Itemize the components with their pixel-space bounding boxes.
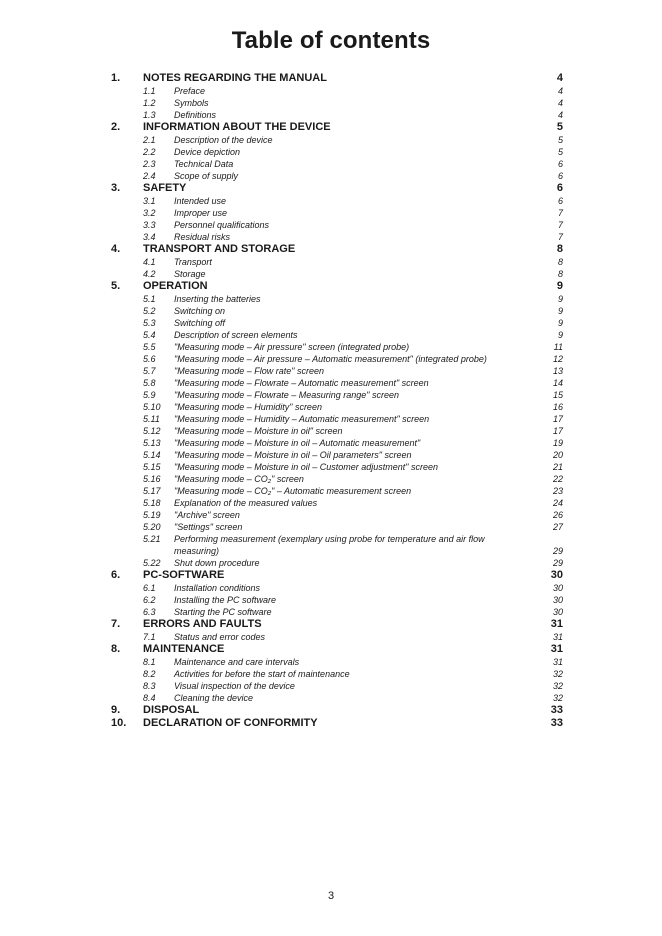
- toc-subsection-text: "Measuring mode – Flow rate" screen: [174, 366, 324, 376]
- toc-section-page: 8: [556, 243, 563, 255]
- toc-section-text: DISPOSAL: [143, 704, 200, 716]
- toc-subsection-text: Cleaning the device: [174, 693, 254, 703]
- toc-section-text: DECLARATION OF CONFORMITY: [143, 717, 318, 729]
- toc-subsection-num: 5.7: [143, 366, 156, 376]
- toc-subsection[interactable]: [111, 692, 563, 704]
- toc-subsection[interactable]: [111, 195, 563, 207]
- toc-subsection-text: "Measuring mode – Moisture in oil – Automatic measurement": [174, 438, 421, 448]
- toc-subsection[interactable]: [111, 341, 563, 353]
- page-title: Table of contents: [231, 27, 431, 54]
- toc-section-10[interactable]: [111, 717, 563, 730]
- toc-section-text: PC-SOFTWARE: [143, 569, 225, 581]
- toc-subsection-num: 8.3: [143, 681, 156, 691]
- toc-subsection-num: 3.4: [143, 232, 156, 242]
- toc-subsection-num: 5.9: [143, 390, 156, 400]
- toc-subsection-page: 17: [552, 414, 563, 424]
- toc-subsection[interactable]: [111, 631, 563, 643]
- toc-subsection-text: Status and error codes: [174, 632, 266, 642]
- toc-subsection-num: 5.22: [143, 558, 161, 568]
- toc-section-num: 3.: [111, 182, 121, 194]
- toc-section-5[interactable]: [111, 280, 563, 293]
- toc-subsection-num: 1.1: [143, 86, 156, 96]
- toc-section-3[interactable]: [111, 182, 563, 195]
- toc-subsection[interactable]: [111, 437, 563, 449]
- toc-subsection-num: 3.1: [143, 196, 156, 206]
- toc-subsection-num: 5.14: [143, 450, 161, 460]
- toc-subsection[interactable]: [111, 461, 563, 473]
- table-of-contents: [111, 72, 563, 730]
- toc-subsection[interactable]: [111, 449, 563, 461]
- toc-subsection-num: 5.18: [143, 498, 161, 508]
- toc-subsection-text: Activities for before the start of maintenance: [174, 669, 350, 679]
- toc-subsection-text: Switching off: [174, 318, 226, 328]
- toc-subsection-num: 2.4: [143, 171, 156, 181]
- toc-subsection-text: "Measuring mode – Humidity" screen: [174, 402, 322, 412]
- toc-subsection-page: 32: [552, 681, 563, 691]
- toc-subsection-text: Personnel qualifications: [174, 220, 270, 230]
- toc-subsection-text: "Measuring mode – CO₂" – Automatic measurement screen: [174, 486, 412, 496]
- toc-subsection-text: Device depiction: [174, 147, 241, 157]
- toc-subsection-page: 19: [552, 438, 563, 448]
- toc-subsection-num: 5.19: [143, 510, 161, 520]
- toc-subsection[interactable]: [111, 207, 563, 219]
- toc-subsection-page: 7: [557, 220, 563, 230]
- toc-subsection-text: "Archive" screen: [174, 510, 240, 520]
- toc-section-num: 6.: [111, 569, 121, 581]
- toc-subsection[interactable]: [111, 473, 563, 485]
- toc-section-num: 8.: [111, 643, 121, 655]
- toc-subsection-num: 6.2: [143, 595, 156, 605]
- toc-subsection-page: 30: [552, 595, 563, 605]
- toc-subsection[interactable]: [111, 509, 563, 521]
- toc-subsection-num: 5.5: [143, 342, 156, 352]
- toc-section-page: 9: [556, 280, 563, 292]
- toc-subsection-text: Technical Data: [174, 159, 234, 169]
- toc-subsection-num: 5.4: [143, 330, 156, 340]
- toc-subsection-text: Scope of supply: [174, 171, 239, 181]
- toc-subsection-num: 5.2: [143, 306, 156, 316]
- toc-subsection-num: 4.1: [143, 257, 156, 267]
- toc-subsection-page: 23: [552, 486, 563, 496]
- toc-subsection[interactable]: [111, 485, 563, 497]
- toc-subsection[interactable]: [111, 85, 563, 97]
- toc-section-page: 33: [550, 717, 563, 729]
- toc-subsection-text: Storage: [174, 269, 206, 279]
- toc-subsection[interactable]: [111, 582, 563, 594]
- toc-subsection[interactable]: [111, 521, 563, 533]
- toc-subsection-page: 8: [557, 269, 563, 279]
- toc-subsection-page: 32: [552, 669, 563, 679]
- toc-subsection-page: 30: [552, 583, 563, 593]
- toc-subsection[interactable]: [111, 365, 563, 377]
- toc-section-text: ERRORS AND FAULTS: [143, 618, 262, 630]
- toc-subsection-text: Description of screen elements: [174, 330, 298, 340]
- toc-subsection-text: Performing measurement (exemplary using probe for temperature and air flow measuring): [174, 534, 485, 556]
- toc-section-1[interactable]: [111, 72, 563, 85]
- toc-subsection[interactable]: [111, 557, 563, 569]
- toc-subsection[interactable]: [111, 158, 563, 170]
- toc-subsection[interactable]: [111, 606, 563, 618]
- toc-subsection-num: 8.2: [143, 669, 156, 679]
- toc-subsection-page: 29: [552, 546, 563, 556]
- toc-subsection-page: 6: [557, 171, 563, 181]
- toc-subsection-page: 4: [557, 110, 563, 120]
- toc-subsection-num: 5.1: [143, 294, 156, 304]
- toc-subsection-page: 16: [552, 402, 563, 412]
- toc-subsection[interactable]: [111, 401, 563, 413]
- toc-subsection-page: 20: [552, 450, 563, 460]
- toc-section-num: 1.: [111, 72, 121, 84]
- toc-subsection-text: Description of the device: [174, 135, 273, 145]
- toc-subsection-text: Residual risks: [174, 232, 231, 242]
- toc-subsection-text: Definitions: [174, 110, 217, 120]
- toc-subsection-text: "Measuring mode – CO₂" screen: [174, 474, 304, 484]
- toc-subsection-page: 22: [552, 474, 563, 484]
- toc-section-page: 31: [550, 643, 563, 655]
- toc-subsection[interactable]: [111, 317, 563, 329]
- toc-section-num: 9.: [111, 704, 121, 716]
- toc-subsection[interactable]: [111, 256, 563, 268]
- toc-subsection[interactable]: [111, 668, 563, 680]
- toc-subsection-num: 5.3: [143, 318, 156, 328]
- page-number: 3: [327, 890, 335, 902]
- toc-section-4[interactable]: [111, 243, 563, 256]
- toc-subsection[interactable]: [111, 109, 563, 121]
- toc-subsection-page: 31: [552, 657, 563, 667]
- toc-subsection[interactable]: [111, 594, 563, 606]
- toc-subsection-num: 4.2: [143, 269, 156, 279]
- toc-section-page: 4: [556, 72, 563, 84]
- toc-subsection-text: Preface: [174, 86, 206, 96]
- toc-subsection-num: 8.1: [143, 657, 156, 667]
- toc-subsection-text: "Settings" screen: [174, 522, 243, 532]
- toc-subsection-num: 1.3: [143, 110, 156, 120]
- toc-subsection-text: "Measuring mode – Moisture in oil – Oil parameters" screen: [174, 450, 412, 460]
- toc-section-text: MAINTENANCE: [143, 643, 225, 655]
- toc-subsection-page: 32: [552, 693, 563, 703]
- toc-subsection[interactable]: [111, 377, 563, 389]
- toc-subsection-num: 5.15: [143, 462, 161, 472]
- toc-subsection-page: 27: [552, 522, 563, 532]
- toc-subsection[interactable]: [111, 353, 563, 365]
- toc-subsection-text: Explanation of the measured values: [174, 498, 318, 508]
- toc-subsection-text: Intended use: [174, 196, 227, 206]
- toc-section-num: 5.: [111, 280, 121, 292]
- toc-subsection-page: 8: [557, 257, 563, 267]
- toc-subsection[interactable]: [111, 146, 563, 158]
- toc-subsection-num: 5.11: [143, 414, 160, 424]
- toc-subsection-page: 15: [552, 390, 563, 400]
- toc-subsection[interactable]: [111, 389, 563, 401]
- toc-section-6[interactable]: [111, 569, 563, 582]
- toc-subsection-num: 5.13: [143, 438, 161, 448]
- toc-subsection-page: 31: [552, 632, 563, 642]
- toc-subsection-page: 17: [552, 426, 563, 436]
- toc-subsection-text: "Measuring mode – Air pressure" screen (integrated probe): [174, 342, 410, 352]
- toc-subsection-num: 6.3: [143, 607, 156, 617]
- toc-subsection-num: 7.1: [143, 632, 156, 642]
- toc-subsection-page: 21: [552, 462, 563, 472]
- toc-subsection-page: 29: [552, 558, 563, 568]
- toc-subsection-text: Installing the PC software: [174, 595, 277, 605]
- toc-subsection[interactable]: [111, 497, 563, 509]
- toc-subsection-page: 9: [557, 294, 563, 304]
- toc-subsection-page: 4: [557, 98, 563, 108]
- toc-subsection-page: 5: [557, 135, 563, 145]
- toc-subsection[interactable]: [111, 425, 563, 437]
- toc-subsection-num: 5.16: [143, 474, 161, 484]
- toc-subsection-text: "Measuring mode – Flowrate – Measuring range" screen: [174, 390, 399, 400]
- toc-subsection-num: 2.3: [143, 159, 156, 169]
- toc-subsection-num: 5.20: [143, 522, 161, 532]
- toc-subsection[interactable]: [111, 97, 563, 109]
- toc-subsection-num: 6.1: [143, 583, 156, 593]
- toc-subsection-page: 4: [557, 86, 563, 96]
- toc-subsection-num: 1.2: [143, 98, 156, 108]
- toc-subsection-page: 12: [552, 354, 563, 364]
- toc-subsection[interactable]: [111, 170, 563, 182]
- toc-section-text: TRANSPORT AND STORAGE: [143, 243, 296, 255]
- toc-subsection[interactable]: [111, 680, 563, 692]
- toc-section-2[interactable]: [111, 121, 563, 134]
- toc-subsection-text: "Measuring mode – Moisture in oil – Customer adjustment" screen: [174, 462, 439, 472]
- toc-subsection-page: 14: [552, 378, 563, 388]
- toc-subsection-text: Improper use: [174, 208, 228, 218]
- toc-subsection-page: 5: [557, 147, 563, 157]
- toc-section-num: 7.: [111, 618, 121, 630]
- toc-subsection-text: Starting the PC software: [174, 607, 272, 617]
- toc-subsection[interactable]: [111, 413, 563, 425]
- toc-subsection-num: 5.17: [143, 486, 161, 496]
- toc-subsection-page: 30: [552, 607, 563, 617]
- toc-section-text: NOTES REGARDING THE MANUAL: [143, 72, 327, 84]
- toc-subsection-text: Inserting the batteries: [174, 294, 261, 304]
- toc-subsection-text: Visual inspection of the device: [174, 681, 295, 691]
- toc-section-page: 5: [556, 121, 563, 133]
- toc-subsection[interactable]: [111, 305, 563, 317]
- toc-subsection-num: 5.12: [143, 426, 161, 436]
- toc-subsection-page: 6: [557, 196, 563, 206]
- toc-subsection-text: "Measuring mode – Moisture in oil" screen: [174, 426, 343, 436]
- toc-section-page: 6: [556, 182, 563, 194]
- toc-section-num: 10.: [111, 717, 127, 729]
- toc-subsection-text: Symbols: [174, 98, 209, 108]
- toc-section-page: 31: [550, 618, 563, 630]
- toc-subsection-text: "Measuring mode – Flowrate – Automatic measurement" screen: [174, 378, 429, 388]
- toc-subsection-page: 26: [552, 510, 563, 520]
- toc-subsection-num: 2.1: [143, 135, 156, 145]
- toc-subsection[interactable]: [111, 656, 563, 668]
- toc-subsection-text: "Measuring mode – Humidity – Automatic measurement" screen: [174, 414, 430, 424]
- toc-subsection[interactable]: [111, 219, 563, 231]
- toc-section-num: 2.: [111, 121, 121, 133]
- toc-subsection[interactable]: [111, 134, 563, 146]
- toc-subsection[interactable]: [111, 329, 563, 341]
- toc-subsection-text: "Measuring mode – Air pressure – Automatic measurement" (integrated probe): [174, 354, 487, 364]
- toc-subsection-page: 7: [557, 232, 563, 242]
- toc-section-page: 30: [550, 569, 563, 581]
- toc-subsection-text: Switching on: [174, 306, 226, 316]
- toc-subsection-text: Transport: [174, 257, 212, 267]
- toc-section-7[interactable]: [111, 618, 563, 631]
- toc-subsection-text: Maintenance and care intervals: [174, 657, 300, 667]
- toc-subsection-page: 9: [557, 306, 563, 316]
- toc-subsection-page: 9: [557, 318, 563, 328]
- toc-section-text: INFORMATION ABOUT THE DEVICE: [143, 121, 331, 133]
- toc-section-num: 4.: [111, 243, 121, 255]
- toc-subsection-page: 9: [557, 330, 563, 340]
- toc-subsection[interactable]: [111, 533, 563, 557]
- toc-subsection[interactable]: [111, 268, 563, 280]
- toc-subsection[interactable]: [111, 293, 563, 305]
- toc-subsection-num: 2.2: [143, 147, 156, 157]
- toc-section-text: OPERATION: [143, 280, 208, 292]
- toc-subsection-page: 11: [553, 342, 563, 352]
- toc-subsection[interactable]: [111, 231, 563, 243]
- toc-section-page: 33: [550, 704, 563, 716]
- toc-subsection-num: 5.6: [143, 354, 156, 364]
- toc-subsection-num: 3.2: [143, 208, 156, 218]
- toc-subsection-text: Shut down procedure: [174, 558, 260, 568]
- toc-subsection-page: 24: [552, 498, 563, 508]
- toc-subsection-num: 5.8: [143, 378, 156, 388]
- toc-subsection-num: 3.3: [143, 220, 156, 230]
- toc-subsection-text: Installation conditions: [174, 583, 261, 593]
- toc-section-text: SAFETY: [143, 182, 187, 194]
- toc-subsection-num: 8.4: [143, 693, 156, 703]
- toc-subsection-page: 7: [557, 208, 563, 218]
- toc-subsection-page: 6: [557, 159, 563, 169]
- toc-subsection-num: 5.21: [143, 534, 161, 544]
- toc-section-8[interactable]: [111, 643, 563, 656]
- toc-section-9[interactable]: [111, 704, 563, 717]
- toc-subsection-num: 5.10: [143, 402, 161, 412]
- toc-subsection-page: 13: [552, 366, 563, 376]
